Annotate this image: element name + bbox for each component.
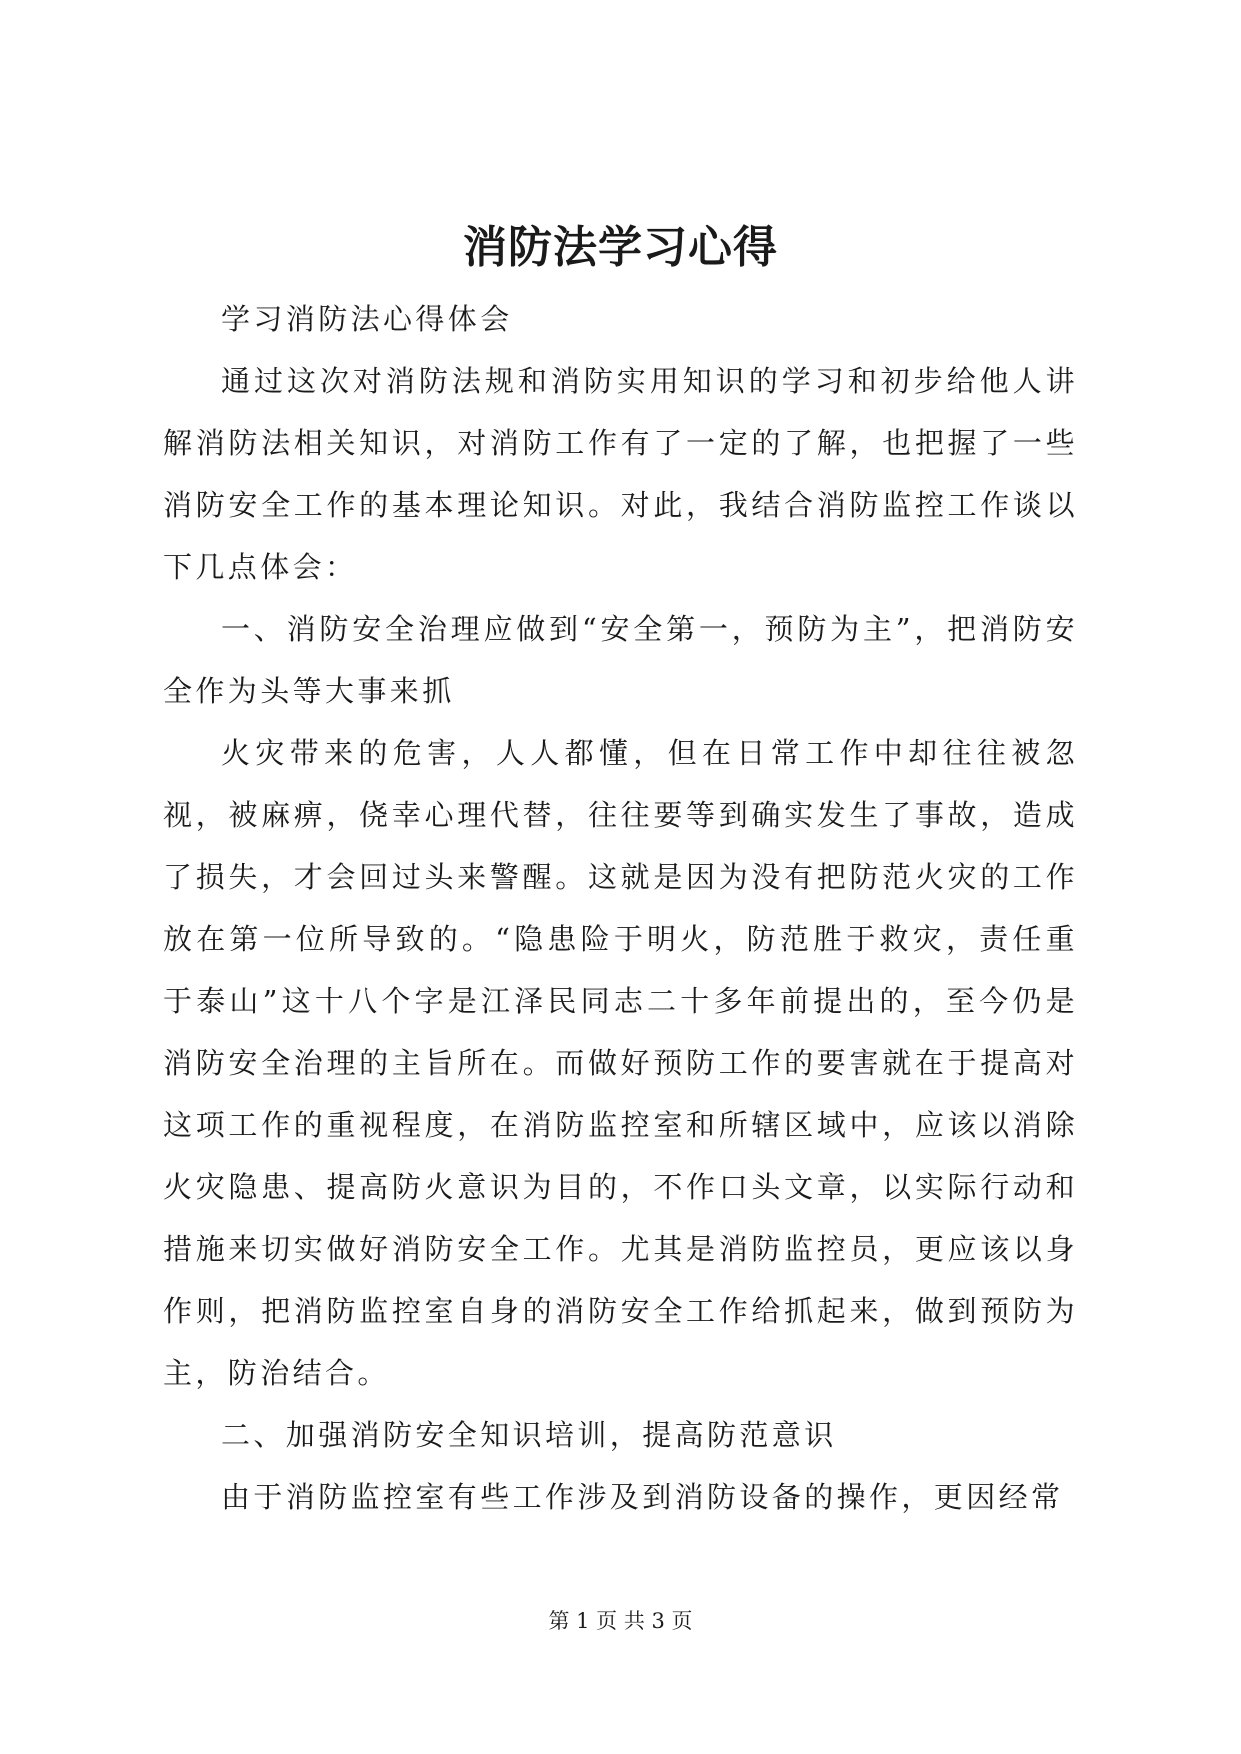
page-footer: 第 1 页 共 3 页 xyxy=(548,1609,693,1633)
paragraph-intro: 通过这次对消防法规和消防实用知识的学习和初步给他人讲解消防法相关知识，对消防工作有了一定的了解，也把握了一些消防安全工作的基本理论知识。对此，我结合消防监控工作谈以下几点体会： xyxy=(163,364,1078,584)
document-title: 消防法学习心得 xyxy=(463,222,778,273)
document-body xyxy=(163,288,1078,1528)
section-heading-1: 一、消防安全治理应做到“安全第一，预防为主”，把消防安全作为头等大事来抓 xyxy=(163,612,1078,708)
section-heading-2: 二、加强消防安全知识培训，提高防范意识 xyxy=(221,1418,837,1452)
paragraph-subtitle: 学习消防法心得体会 xyxy=(221,302,513,336)
paragraph-section-1: 火灾带来的危害，人人都懂，但在日常工作中却往往被忽视，被麻痹，侥幸心理代替，往往要等到确实发生了事故，造成了损失，才会回过头来警醒。这就是因为没有把防范火灾的工作放在第一位所导致的。“隐患险于明火，防范胜于救灾，责任重于泰山”这十八个字是江泽民同志二十多年前提出的，至今仍是消防安全治理的主旨所在。而做好预防工作的要害就在于提高对这项工作的重视程度，在消防监控室和所辖区域中，应该以消除火灾隐患、提高防火意识为目的，不作口头文章，以实际行动和措施来切实做好消防安全工作。尤其是消防监控员，更应该以身作则，把消防监控室自身的消防安全工作给抓起来，做到预防为主，防治结合。 xyxy=(163,736,1078,1390)
paragraph-section-2: 由于消防监控室有些工作涉及到消防设备的操作，更因经常 xyxy=(221,1480,1064,1514)
